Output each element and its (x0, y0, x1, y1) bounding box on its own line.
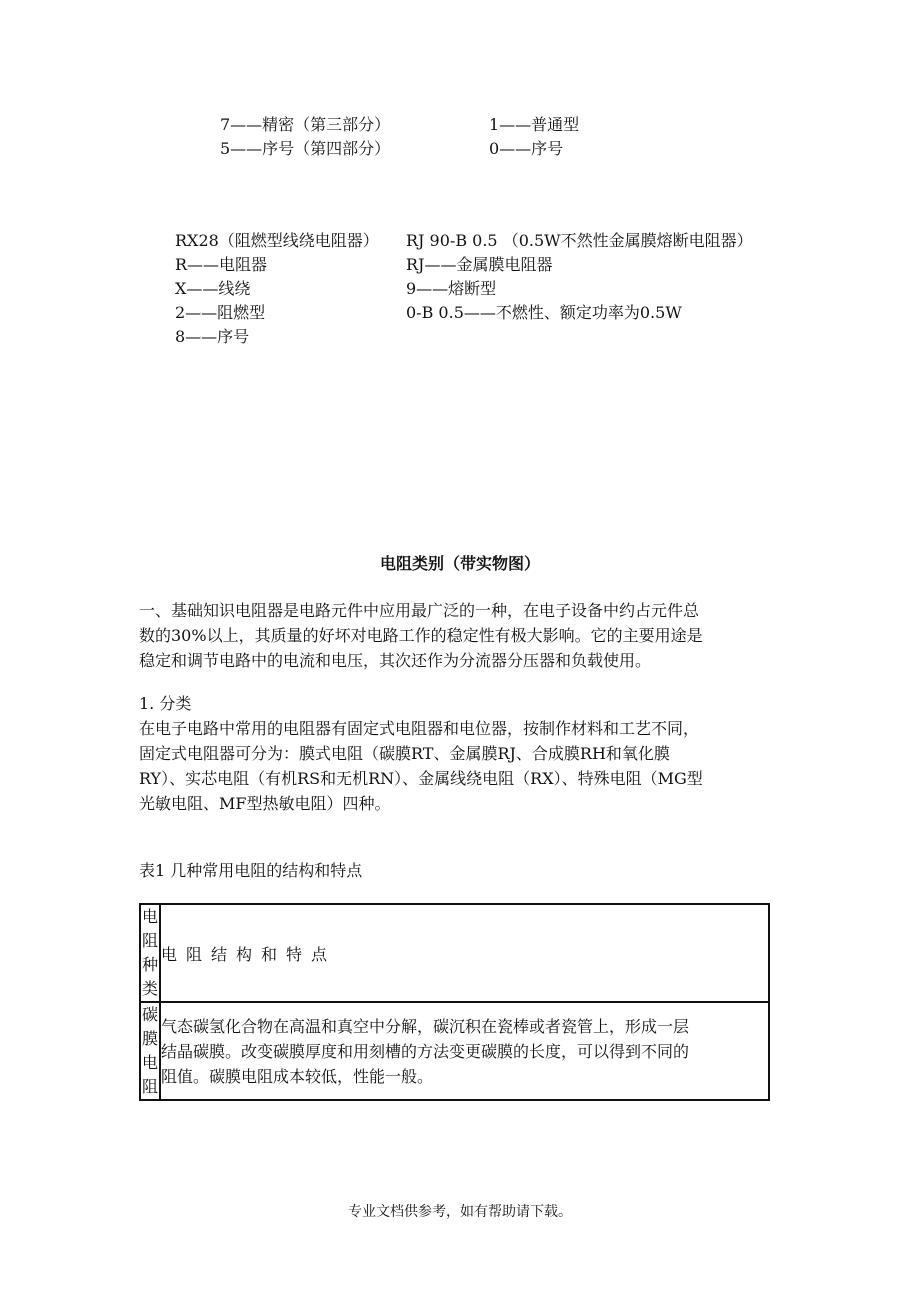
row-kind-cell (140, 1002, 160, 1100)
classification-line: 在电子电路中常用的电阻器有固定式电阻器和电位器，按制作材料和工艺不同， (139, 719, 700, 738)
part-code-serial-4: 5——序号（第四部分） (220, 139, 391, 158)
example-rx28-line: X——线绕 (175, 279, 251, 298)
header-kind-char: 类 (141, 979, 158, 998)
example-rx28-line: 2——阻燃型 (175, 303, 266, 322)
row-kind-char: 电 (141, 1053, 158, 1072)
row-desc-line: 阻值。碳膜电阻成本较低，性能一般。 (161, 1066, 434, 1086)
example-rj90-title: RJ 90-B 0.5 （0.5W不然性金属膜熔断电阻器） (406, 231, 753, 250)
row-kind-char: 膜 (141, 1029, 158, 1048)
example-rx28-line: 8——序号 (175, 327, 250, 346)
intro-paragraph (139, 598, 784, 673)
table-caption: 表1 几种常用电阻的结构和特点 (139, 861, 363, 880)
part-code-serial: 0——序号 (489, 139, 564, 158)
classification-line: RY）、实芯电阻（有机RS和无机RN）、金属线绕电阻（RX）、特殊电阻（MG型 (139, 769, 703, 788)
intro-line: 稳定和调节电路中的电流和电压，其次还作为分流器分压器和负载使用。 (139, 651, 652, 670)
part-code-precision: 7——精密（第三部分） (220, 115, 391, 134)
header-kind-char: 种 (141, 955, 158, 974)
row-kind-char: 碳 (141, 1005, 158, 1024)
section-title: 电阻类别（带实物图） (379, 554, 540, 573)
row-desc-cell (160, 1002, 769, 1100)
resistor-table (139, 903, 770, 1101)
example-rx28-line: R——电阻器 (175, 255, 268, 274)
page-footer: 专业文档供参考，如有帮助请下载。 (348, 1204, 572, 1220)
example-rj90-line: 9——熔断型 (406, 279, 497, 298)
row-desc-line: 结晶碳膜。改变碳膜厚度和用刻槽的方法变更碳膜的长度，可以得到不同的 (161, 1041, 690, 1061)
example-rj90-line: RJ——金属膜电阻器 (406, 255, 553, 274)
row-kind-char: 阻 (141, 1077, 158, 1096)
header-kind-cell (140, 904, 160, 1002)
header-kind-char: 阻 (141, 931, 158, 950)
table-header-row (140, 904, 769, 1002)
classification-line: 光敏电阻、MF型热敏电阻）四种。 (139, 794, 391, 813)
example-rx28-title: RX28（阻燃型线绕电阻器） (175, 231, 379, 250)
example-rj90-line: 0-B 0.5——不燃性、额定功率为0.5W (406, 303, 682, 322)
classification-section (139, 691, 784, 816)
intro-line: 数的30%以上，其质量的好坏对电路工作的稳定性有极大影响。它的主要用途是 (139, 626, 703, 645)
classification-line: 固定式电阻器可分为：膜式电阻（碳膜RT、金属膜RJ、合成膜RH和氧化膜 (139, 744, 670, 763)
classification-heading: 1. 分类 (139, 694, 192, 713)
row-desc-line: 气态碳氢化合物在高温和真空中分解，碳沉积在瓷棒或者瓷管上，形成一层 (161, 1016, 690, 1036)
part-code-normal: 1——普通型 (489, 115, 580, 134)
header-desc-cell: 电阻结构和特点 (160, 904, 769, 1002)
table-row (140, 1002, 769, 1100)
header-kind-char: 电 (141, 907, 158, 926)
intro-line: 一、基础知识电阻器是电路元件中应用最广泛的一种，在电子设备中约占元件总 (139, 601, 700, 620)
